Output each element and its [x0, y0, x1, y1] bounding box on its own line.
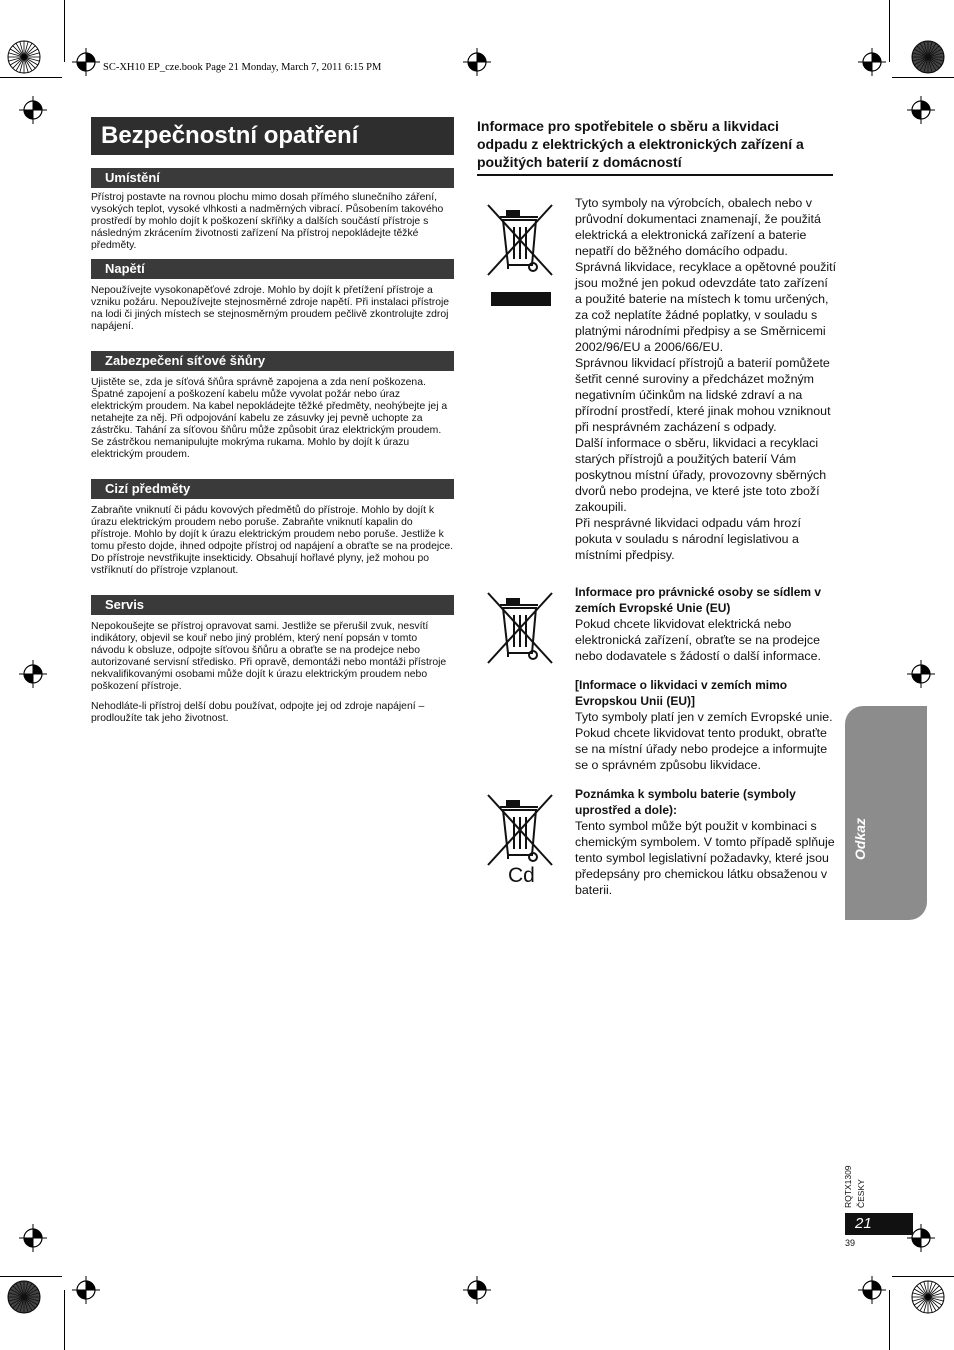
registration-mark-icon: [19, 96, 47, 124]
crop-mark: [889, 0, 890, 62]
section-heading-cizi-predmety: Cizí předměty: [91, 479, 454, 499]
section-heading-servis: Servis: [91, 595, 454, 615]
registration-mark-icon: [463, 1276, 491, 1304]
registration-mark-icon: [72, 48, 100, 76]
paragraph: Nepokoušejte se přístroj opravovat sami. Jestliže se přerušil zvuk, nesvítí indikátory, objevil se kouř nebo jiný problém, který není popsán v tomto návodu k obsluze, odpojte síťovou šňůru a obraťte se na prodejce nebo autorizované servisní středisko. Při opravě, demontáži nebo montáži přístroje nekvalifikovanými osobami může dojít k úrazu elektrickým proudem nebo poškození přístroje.: [91, 621, 447, 692]
paragraph: Při nesprávné likvidaci odpadu vám hrozí pokuta v souladu s národní legislativou a místními předpisy.: [575, 516, 801, 562]
paragraph: Nepoužívejte vysokonapěťové zdroje. Mohlo by dojít k přetížení přístroje a vzniku požáru. Nepoužívejte stejnosměrné zdroje napětí. Při instalaci přístroje na lodi či jiných místech se stejnosměrným proudem pečlivě zkontrolujte zdroj napájení.: [91, 285, 450, 332]
registration-mark-icon: [463, 48, 491, 76]
paragraph: Další informace o sběru, likvidaci a recyklaci starých přístrojů a použitých baterií Vám poskytnou místní úřady, provozovny sběrných dvorů nebo prodejna, ve které jste toto zboží zakoupili.: [575, 436, 827, 514]
crop-mark: [889, 1290, 890, 1350]
crop-mark: [892, 1276, 954, 1277]
paragraph: Správná likvidace, recyklace a opětovné použití jsou možné jen pokud odevzdáte tato zařízení a použité baterie na místech k tomu určených, za což neplatíte žádné poplatky, v souladu s platnými národními předpisy a se Směrnicemi 2002/96/EU a 2006/66/EU.: [575, 260, 837, 354]
color-rosette-icon: [7, 1280, 41, 1314]
paragraph: Správnou likvidací přístrojů a baterií pomůžete šetřit cenné suroviny a předcházet možným negativním účinkům na lidské zdraví a na přírodní prostředí, které jinak mohou vzniknout při nesprávném zacházení s odpady.: [575, 356, 831, 434]
registration-mark-icon: [19, 660, 47, 688]
registration-mark-icon: [19, 1224, 47, 1252]
section-body-umisteni: [91, 192, 454, 252]
sheet-number: 39: [845, 1238, 856, 1248]
language-label: ČESKY: [856, 1179, 866, 1208]
battery-symbol-note: [575, 786, 837, 898]
non-eu-info: [575, 677, 837, 773]
color-rosette-icon: [911, 40, 945, 74]
title-underline: [477, 174, 833, 176]
page-title: Bezpečnostní opatření: [91, 117, 454, 155]
side-tab-label: Odkaz: [852, 817, 868, 860]
page-number: 21: [845, 1213, 913, 1235]
section-heading-umisteni: Umístění: [91, 168, 454, 188]
registration-mark-icon: [858, 1276, 886, 1304]
weee-bin-icon: [486, 591, 556, 667]
paragraph: Ujistěte se, zda je síťová šňůra správně zapojena a zda není poškozena. Špatné zapojení a poškození kabelu může vyvolat požár nebo úraz elektrickým proudem. Na kabel nepokládejte těžké předměty, neohýbejte jej a netahejte za něj. Při odpojování kabelu ze zásuvky jej pevně uchopte za zástrčku. Tahání za síťovou šňůru může způsobit úraz elektrickým proudem. Se zástrčkou nemanipulujte mokrýma rukama. Mohlo by dojít k úrazu elektrickým proudem.: [91, 377, 448, 460]
disposal-info-text: [575, 195, 837, 563]
registration-mark-icon: [858, 48, 886, 76]
section-heading-sitova-snura: Zabezpečení síťové šňůry: [91, 351, 454, 371]
crop-mark: [0, 77, 62, 78]
book-header-line: SC-XH10 EP_cze.book Page 21 Monday, March 7, 2011 6:15 PM: [103, 62, 382, 73]
paragraph: Tento symbol může být použit v kombinaci s chemickým symbolem. V tomto případě splňuje tento symbol legislativní požadavky, které jsou předepsány pro chemickou látku obsaženou v baterii.: [575, 819, 835, 897]
disposal-info-title: Informace pro spotřebitele o sběru a likvidaci odpadu z elektrických a elektronických zařízení a použitých baterií z domácností: [477, 118, 804, 170]
subheading: Informace pro právnické osoby se sídlem v zemích Evropské Unie (EU): [575, 585, 822, 615]
registration-mark-icon: [72, 1276, 100, 1304]
color-rosette-icon: [7, 40, 41, 74]
chemical-symbol: Cd: [508, 864, 535, 887]
subheading: Poznámka k symbolu baterie (symboly uprostřed a dole):: [575, 787, 796, 817]
section-body-sitova-snura: [91, 377, 454, 461]
registration-mark-icon: [907, 660, 935, 688]
subheading: [Informace o likvidaci v zemích mimo Evropskou Unii (EU)]: [575, 678, 788, 708]
paragraph: Zabraňte vniknutí či pádu kovových předmětů do přístroje. Mohlo by dojít k úrazu elektrickým proudem nebo poruše. Zabraňte vniknutí kapalin do přístroje. Mohlo by dojít k úrazu elektrickým proudem nebo poruše. Jestliže k tomu přesto dojde, ihned odpojte přístroj od napájení a obraťte se na prodejce. Do přístroje nevstřikujte insekticidy. Obsahují hořlavé plyny, jež mohou po vstříknutí do přístroje vzplanout.: [91, 505, 454, 576]
paragraph: Přístroj postavte na rovnou plochu mimo dosah přímého slunečního záření, vysokých teplot, vysoké vlhkosti a nadměrných vibrací. Působením takového prostředí by mohlo dojít k poškození skříňky a dalších součástí přístroje s následným zkrácením životnosti zařízení Na přístroj nepokládejte těžké předměty.: [91, 192, 444, 251]
crop-mark: [0, 1276, 62, 1277]
weee-bin-icon: [486, 203, 556, 307]
section-heading-napeti: Napětí: [91, 259, 454, 279]
legal-entities-info: [575, 584, 837, 664]
paragraph: Tyto symboly platí jen v zemích Evropské unie. Pokud chcete likvidovat tento produkt, obraťte se na místní úřady nebo prodejce a informujte se o správném způsobu likvidace.: [575, 710, 833, 772]
color-rosette-icon: [911, 1280, 945, 1314]
model-code: RQTX1309: [843, 1165, 853, 1208]
paragraph: Nehodláte-li přístroj delší dobu používat, odpojte jej od zdroje napájení – prodloužíte tak jeho životnost.: [91, 701, 425, 724]
paragraph: Tyto symboly na výrobcích, obalech nebo v průvodní dokumentaci znamenají, že použitá elektrická a elektronická zařízení a baterie nepatří do běžného domácího odpadu.: [575, 196, 821, 258]
section-body-napeti: [91, 285, 454, 333]
paragraph: Pokud chcete likvidovat elektrická nebo elektronická zařízení, obraťte se na prodejce nebo dodavatele s žádostí o další informace.: [575, 617, 821, 663]
crop-mark: [64, 0, 65, 62]
crop-mark: [64, 1290, 65, 1350]
registration-mark-icon: [907, 96, 935, 124]
section-body-cizi-predmety: [91, 505, 454, 577]
weee-bin-icon: [486, 793, 556, 869]
crop-mark: [892, 77, 954, 78]
section-body-servis: [91, 621, 454, 725]
